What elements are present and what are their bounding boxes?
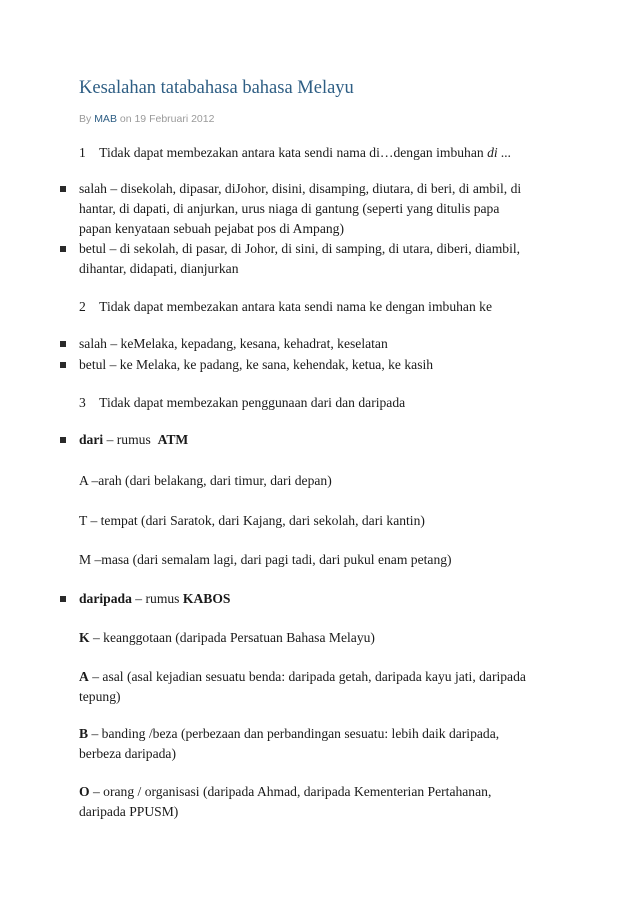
page-title: Kesalahan tatabahasa bahasa Melayu [79, 78, 354, 98]
section-3-heading [79, 393, 579, 413]
kabos-letter: O [79, 784, 90, 799]
list-item-salah-di: salah – disekolah, dipasar, diJohor, disini, disamping, diutara, di beri, di ambil, di hantar, di dapati, di anjurkan, urus niaga di gantung (seperti yang ditulis papa papan kenyataan sebuah pejabat pos di Ampang) [79, 181, 522, 236]
section-number: 3 [79, 395, 86, 410]
list-item-dari [79, 430, 579, 450]
section-heading-text: Tidak dapat membezakan antara kata sendi nama di…dengan imbuhan [99, 145, 484, 160]
list-item-daripada [79, 589, 579, 609]
term-dari: dari [79, 432, 104, 447]
dari-masa-line: M –masa (dari semalam lagi, dari pagi tadi, dari pukul enam petang) [79, 552, 452, 567]
section-heading-text: Tidak dapat membezakan antara kata sendi nama ke dengan imbuhan ke [99, 299, 492, 314]
byline-date: on 19 Februari 2012 [119, 113, 215, 125]
daripada-keanggotaan-line: K – keanggotaan (daripada Persatuan Bahasa Melayu) [79, 630, 375, 645]
byline [79, 113, 214, 125]
kabos-letter: B [79, 726, 89, 741]
bullet-icon [60, 186, 66, 192]
kabos-letter: A [79, 669, 89, 684]
daripada-banding-line: B – banding /beza (perbezaan dan perbandingan sesuatu: lebih daik daripada, berbeza daripada) [79, 726, 500, 761]
bullet-icon [60, 437, 66, 443]
rumus-code-kabos: KABOS [182, 591, 231, 606]
rumus-label: – rumus [106, 432, 151, 447]
bullet-icon [60, 362, 66, 368]
bullet-icon [60, 341, 66, 347]
list-item-betul-di: betul – di sekolah, di pasar, di Johor, di sini, di samping, di utara, diberi, diambil, dihantar, didapati, dianjurkan [79, 241, 521, 276]
term-daripada: daripada [79, 591, 132, 606]
section-1-heading [79, 143, 579, 163]
section-number: 2 [79, 299, 86, 314]
list-item-betul-ke: betul – ke Melaka, ke padang, ke sana, kehendak, ketua, ke kasih [79, 357, 434, 372]
rumus-label: – rumus [135, 591, 180, 606]
section-heading-emphasis: di ... [487, 145, 512, 160]
bullet-icon [60, 246, 66, 252]
section-2-heading [79, 297, 579, 317]
dari-arah-line: A –arah (dari belakang, dari timur, dari depan) [79, 473, 332, 488]
byline-author-link[interactable]: MAB [94, 113, 117, 125]
daripada-organisasi-line: O – orang / organisasi (daripada Ahmad, daripada Kementerian Pertahanan, daripada PPUSM) [79, 784, 492, 819]
section-heading-text: Tidak dapat membezakan penggunaan dari dan daripada [99, 395, 406, 410]
daripada-asal-line: A – asal (asal kejadian sesuatu benda: daripada getah, daripada kayu jati, daripada tepung) [79, 669, 526, 704]
rumus-code-atm: ATM [157, 432, 189, 447]
kabos-letter: K [79, 630, 90, 645]
byline-by: By [79, 113, 92, 125]
list-item-salah-ke: salah – keMelaka, kepadang, kesana, kehadrat, keselatan [79, 336, 388, 351]
dari-tempat-line: T – tempat (dari Saratok, dari Kajang, dari sekolah, dari kantin) [79, 513, 425, 528]
bullet-icon [60, 596, 66, 602]
section-number: 1 [79, 145, 86, 160]
